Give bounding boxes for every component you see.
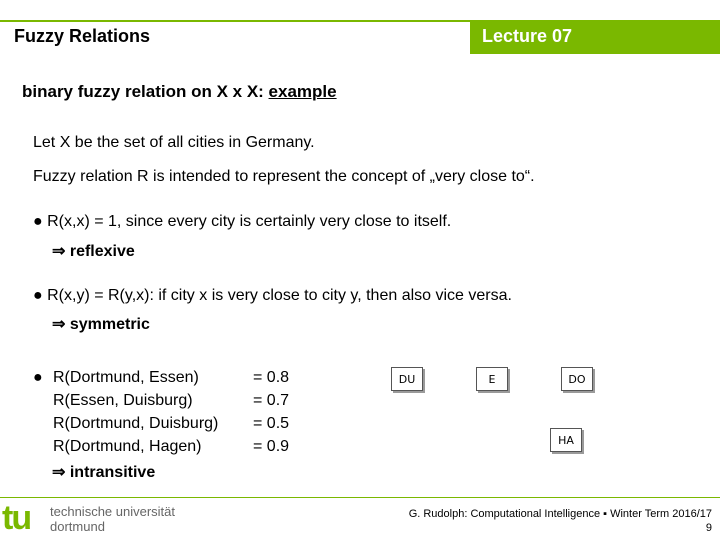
page-number: 9 [705,522,712,534]
university-logo-text [50,504,175,534]
lecture-label: Lecture 07 [482,26,573,46]
paragraph-relation: Fuzzy relation R is intended to represent the concept of „very close to“. [33,168,535,185]
relation-pair: R(Dortmund, Essen) [53,369,199,386]
relation-value: = 0.8 [253,369,290,386]
implication-symmetric: ⇒ symmetric [52,316,150,333]
paragraph-cities: Let X be the set of all cities in Germany. [33,134,315,151]
bullet-symmetric: ● R(x,y) = R(y,x): if city x is very close to city y, then also vice versa. [33,287,512,304]
relation-bullet: ● [33,369,43,386]
university-city: dortmund [50,519,105,534]
city-node-duisburg: DU [391,367,423,391]
implication-intransitive: ⇒ intransitive [52,464,156,481]
section-heading [22,82,337,102]
relation-row [33,412,313,435]
city-node-essen: E [476,367,508,391]
university-name: technische universität [50,504,176,519]
relation-values [33,366,313,458]
footer-divider [0,497,720,498]
city-node-dortmund: DO [561,367,593,391]
relation-bullet [33,435,53,458]
relation-bullet [33,389,53,412]
relation-row [33,389,313,412]
footer-credit [409,507,712,535]
relation-row [33,366,313,389]
relation-row [33,435,313,458]
relation-value: = 0.9 [253,438,290,455]
relation-value: = 0.7 [253,392,290,409]
relation-pair: R(Essen, Duisburg) [53,392,193,409]
relation-value: = 0.5 [253,415,290,432]
relation-pair: R(Dortmund, Hagen) [53,438,202,455]
relation-bullet [33,412,53,435]
section-heading-prefix: binary fuzzy relation on X x X: [22,82,269,101]
city-node-hagen: HA [550,428,582,452]
relation-pair: R(Dortmund, Duisburg) [53,415,219,432]
slide-title: Fuzzy Relations [14,26,151,46]
section-heading-example: example [268,82,337,101]
implication-reflexive: ⇒ reflexive [52,243,135,260]
university-logo-mark: tu [2,499,31,537]
bullet-reflexive: ● R(x,x) = 1, since every city is certainly very close to itself. [33,213,452,230]
footer-author: G. Rudolph: Computational Intelligence ▪ Winter Term 2016/17 [408,508,712,520]
